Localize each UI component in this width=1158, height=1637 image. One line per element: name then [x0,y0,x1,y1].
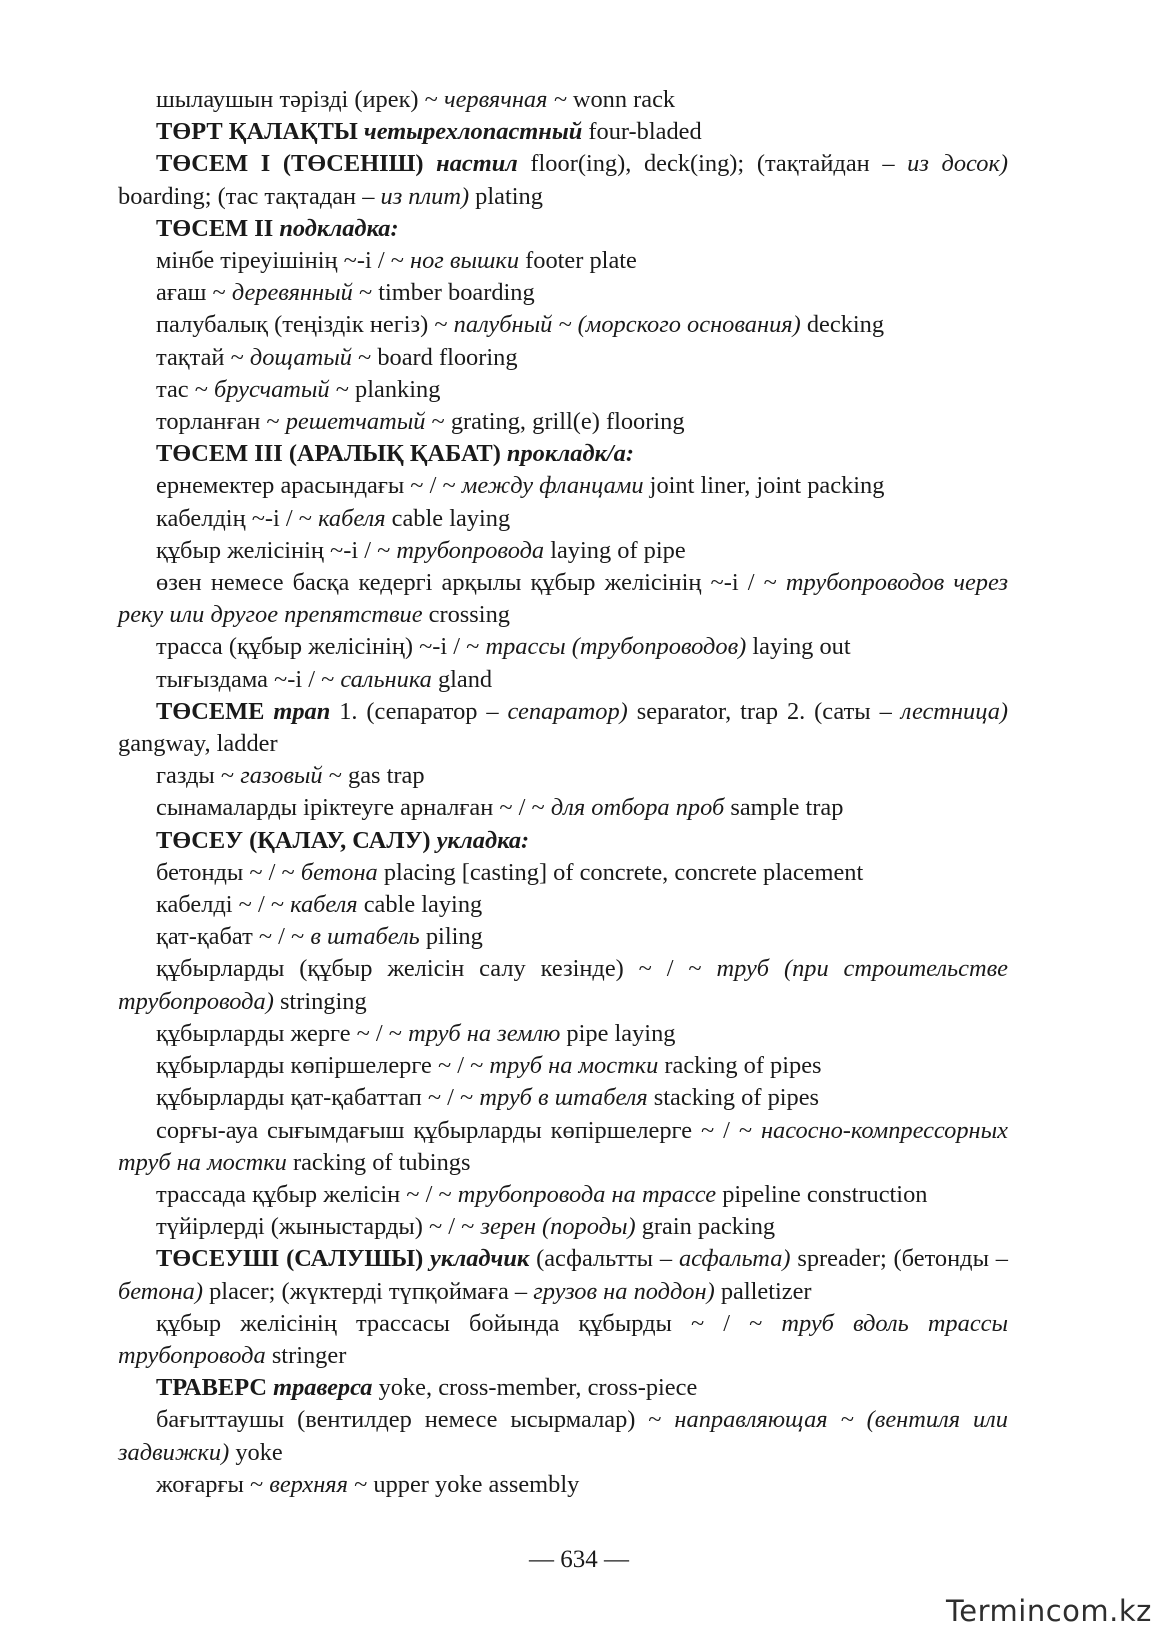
entry-line [118,792,1008,824]
entry-text: ағаш ~ [156,279,232,307]
entry-line [118,374,1008,406]
entry-line [118,1211,1008,1243]
headword-text: ТРАВЕРС [156,1374,274,1402]
entry-line [118,567,1008,631]
entry-text: pipe laying [560,1019,676,1047]
entry-text: gland [431,665,493,693]
entry-text: бетонды ~ / ~ [156,858,301,886]
entry-line [118,438,1008,470]
russian-term: сепаратор) [507,697,628,725]
russian-term: решетчатый [285,408,426,436]
entry-line [118,535,1008,567]
entry-text: ~ planking [329,375,441,403]
russian-term: верхняя [269,1470,348,1498]
russian-term: грузов на поддон) [533,1277,715,1305]
entry-text: торланған ~ [156,408,286,436]
entry-text: yoke, cross-member, cross-piece [372,1374,698,1402]
entry-text: ~ board flooring [351,343,518,371]
entry-line [118,760,1008,792]
russian-term: из плит) [380,182,470,210]
entry-text: (асфальтты – [529,1245,679,1273]
headword-text: ТӨРТ ҚАЛАҚТЫ [156,118,364,146]
russian-term: трубопровода на трассе [457,1180,717,1208]
entry-text: cable laying [357,891,483,919]
entry-text: құбырларды қат-қабаттап ~ / ~ [156,1084,480,1112]
entry-line [118,277,1008,309]
entry-text: құбырларды көпіршелерге ~ / ~ [156,1052,490,1080]
entry-text: footer plate [519,247,637,275]
dictionary-body [118,84,1008,1501]
entry-text: laying out [746,633,851,661]
headword-text: траверса [273,1374,373,1402]
russian-term: брусчатый [214,375,330,403]
entry-text: трассада құбыр желісін ~ / ~ [156,1180,458,1208]
entry-text: gangway, ladder [118,730,278,758]
russian-term: из досок) [907,150,1008,178]
entry-text: қат-қабат ~ / ~ [156,923,311,951]
entry-text: тығыздама ~-і / ~ [156,665,341,693]
entry-text: тас ~ [156,375,214,403]
entry-text: laying of pipe [544,536,686,564]
headword-text: прокладк/а: [506,440,634,468]
entry-line [118,631,1008,663]
russian-term: деревянный [231,279,353,307]
headword-text: ТӨСЕУ (ҚАЛАУ, САЛУ) [156,826,437,854]
entry-text: racking of pipes [658,1052,822,1080]
entry-line [118,889,1008,921]
entry-text: palletizer [714,1277,812,1305]
entry-line [118,1050,1008,1082]
entry-text: four-bladed [582,118,702,146]
entry-text: құбыр желісінің ~-і / ~ [156,536,397,564]
entry-text: placing [casting] of concrete, concrete placement [377,858,864,886]
entry-line [118,116,1008,148]
entry-line [118,857,1008,889]
entry-text: joint liner, joint packing [643,472,885,500]
entry-text: ~ grating, grill(e) flooring [425,408,685,436]
russian-term: между фланцами [461,472,644,500]
headword-text: ТӨСЕМ III (АРАЛЫҚ ҚАБАТ) [156,440,507,468]
entry-text: floor(ing), deck(ing); (тақтайдан – [517,150,908,178]
entry-text: stringer [265,1341,347,1369]
entry-text: wonn rack [566,86,676,113]
watermark-text: Termincom.kz [946,1594,1152,1628]
headword-text: укладчик [430,1245,530,1273]
headword-text: ТӨСЕУШІ (САЛУШЫ) [156,1245,431,1273]
headword-text: настил [436,150,518,178]
entry-line [118,406,1008,438]
entry-line [118,953,1008,1017]
entry-text: plating [469,182,543,210]
entry-line [118,213,1008,245]
entry-text: бағыттаушы (вентилдер немесе ысырмалар) ~ [156,1406,675,1434]
russian-term: направляющая ~ (вентиля или задвижки) [118,1406,1009,1466]
headword-text: подкладка: [279,214,399,242]
russian-term: палубный ~ (морского основания) [453,311,801,339]
entry-text: racking of tubings [286,1148,471,1176]
entry-text: grain packing [635,1213,776,1241]
entry-text: ~ timber boarding [352,279,535,307]
entry-text: сынамаларды іріктеуге арналған ~ / ~ [156,794,551,822]
watermark-logo [946,1594,1152,1634]
entry-text: piling [419,923,483,951]
russian-term: зерен (породы) [480,1213,636,1241]
entry-text: трасса (құбыр желісінің) ~-і / ~ [156,633,486,661]
russian-term: труб на землю [408,1019,561,1047]
entry-text: sample trap [724,794,844,822]
russian-term: труб на мостки [489,1052,659,1080]
entry-text: 1. (сепаратор – [330,697,508,725]
entry-text: тақтай ~ [156,343,250,371]
entry-text: spreader; (бетонды – [790,1245,1009,1273]
entry-text: жоғарғы ~ [156,1470,270,1498]
russian-term: бетона) [118,1277,203,1305]
entry-line [118,825,1008,857]
entry-line [118,342,1008,374]
russian-term: для отбора проб [550,794,725,822]
entry-text: сорғы-ауа сығымдағыш құбырларды көпіршелерге ~ / ~ [156,1116,761,1144]
entry-text: түйірлерді (жыныстарды) ~ / ~ [156,1213,481,1241]
page-number: — 634 — [529,1546,629,1573]
russian-term: асфальта) [678,1245,791,1273]
russian-term: газовый [240,762,323,790]
entry-line [118,921,1008,953]
entry-line [118,148,1008,212]
russian-term: труб в штабеля [479,1084,648,1112]
entry-text: құбыр желісінің трассасы бойында құбырды ~ / ~ [156,1309,782,1337]
entry-text: ернемектер арасындағы ~ / ~ [156,472,462,500]
russian-term: труб вдоль трассы трубопровода [118,1309,1008,1369]
entry-text: separator, trap 2. (саты – [627,697,901,725]
russian-term: насосно-компрессорных труб на мостки [118,1116,1008,1176]
entry-line [118,1082,1008,1114]
entry-line [118,1308,1008,1372]
headword-text: трап [273,697,331,725]
entry-text: газды ~ [156,762,241,790]
entry-text: мінбе тіреуішінің ~-і / ~ [156,247,410,275]
entry-text: ~ upper yoke assembly [347,1470,580,1498]
entry-text: crossing [422,601,510,629]
entry-text: yoke [229,1438,283,1466]
entry-text: құбырларды (құбыр желісін салу кезінде) ~ / ~ [156,955,717,983]
russian-term: лестница) [900,697,1009,725]
entry-text: pipeline construction [716,1180,928,1208]
entry-text: placer; (жүктерді түпқоймаға – [203,1277,534,1305]
entry-text: decking [800,311,885,339]
headword-text: четырехлопастный [363,118,583,146]
russian-term: кабеля [290,891,358,919]
entry-text: boarding; (тас тақтадан – [118,182,381,210]
russian-term: ног вышки [410,247,520,275]
entry-line [118,1469,1008,1501]
headword-text: ТӨСЕМ I (ТӨСЕНІШ) [156,150,437,178]
russian-term: трассы (трубопроводов) [485,633,747,661]
entry-line [118,470,1008,502]
russian-term: бетона [300,858,378,886]
entry-text: палубалық (теңіздік негіз) ~ [156,311,454,339]
entry-line [118,696,1008,760]
russian-term: кабеля [318,504,386,532]
entry-text: өзен немесе басқа кедергі арқылы құбыр желісінің ~-і / ~ [156,569,786,597]
russian-term: в штабель [310,923,420,951]
entry-line [118,1243,1008,1307]
russian-term: дощатый [249,343,352,371]
entry-line [118,309,1008,341]
entry-line [118,664,1008,696]
entry-line [118,1115,1008,1179]
russian-term: трубопроводов через реку или другое препятствие [118,569,1008,629]
russian-term: труб (при строительстве трубопровода) [118,955,1008,1015]
entry-line [118,1179,1008,1211]
entry-line [118,503,1008,535]
headword-text: ТӨСЕМЕ [156,697,274,725]
russian-term: трубопровода [396,536,545,564]
entry-line [118,1404,1008,1468]
headword-text: ТӨСЕМ II [156,214,280,242]
russian-term: сальника [340,665,432,693]
entry-text: ~ gas trap [322,762,425,790]
entry-text: кабелдің ~-і / ~ [156,504,319,532]
entry-text: cable laying [385,504,511,532]
entry-text: шылаушын тәрізді (ирек) ~ [156,86,444,113]
headword-text: укладка: [436,826,530,854]
entry-text: stringing [273,987,367,1015]
entry-line [118,1372,1008,1404]
entry-text: stacking of pipes [647,1084,820,1112]
entry-line [118,245,1008,277]
entry-text: кабелді ~ / ~ [156,891,291,919]
russian-term: червячная ~ [443,86,567,113]
entry-text: құбырларды жерге ~ / ~ [156,1019,409,1047]
entry-line [118,84,1008,116]
entry-line [118,1018,1008,1050]
